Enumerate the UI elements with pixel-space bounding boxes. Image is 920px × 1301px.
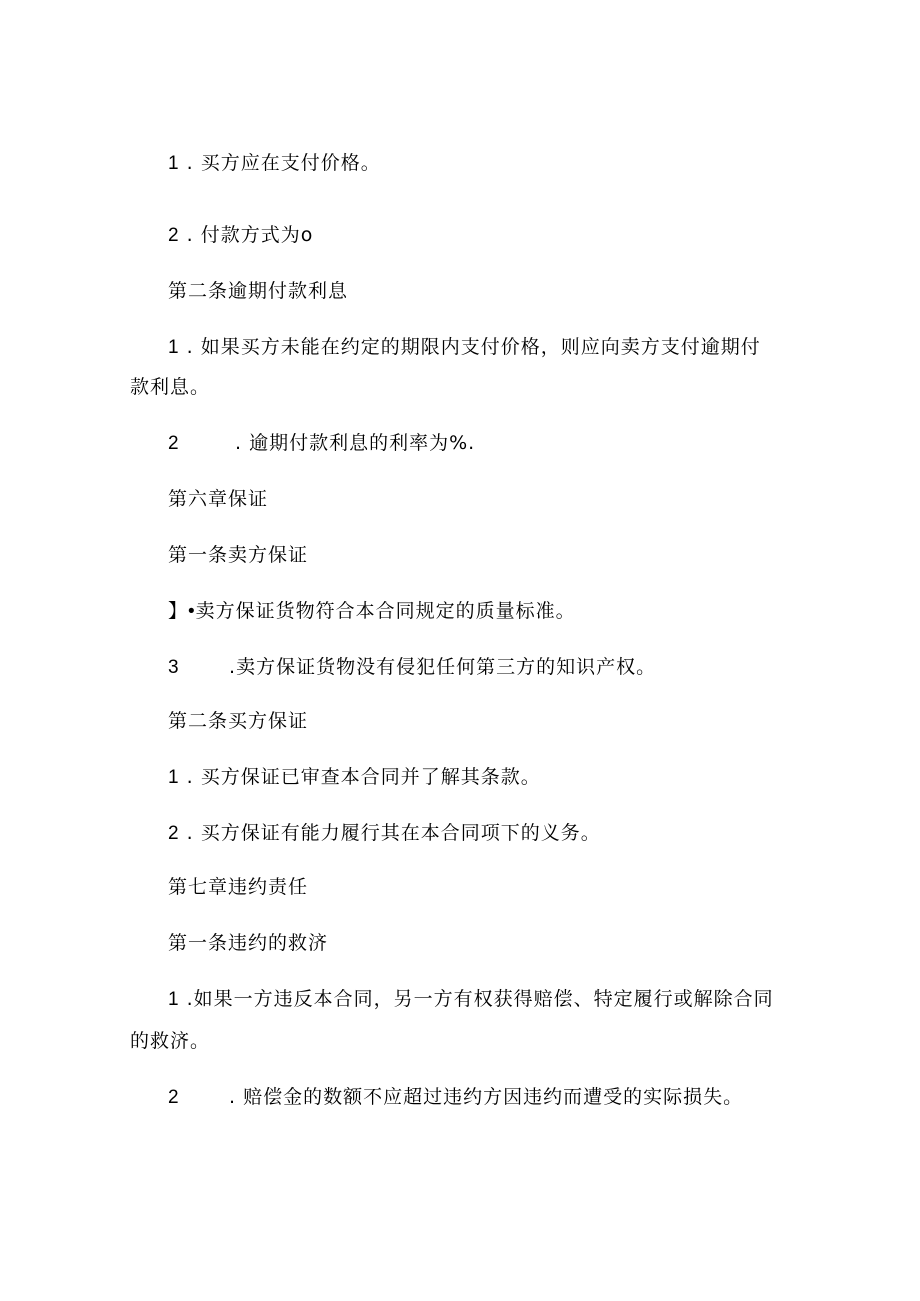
article-heading: 第一条违约的救济 [168,932,329,954]
item-text-continuation: 的救济。 [130,1030,211,1052]
item-number: 2 [168,823,180,844]
item-text: .卖方保证货物没有侵犯任何第三方的知识产权。 [229,656,657,678]
item-number: 2 [168,1087,180,1108]
item-number: 2 [168,225,180,246]
clause-item-1 [168,336,761,359]
item-number: 1 [168,989,180,1010]
clause-item-1 [168,766,541,789]
clause-item-1 [168,988,774,1011]
clause-item-1 [168,600,576,623]
article-heading: 第二条逾期付款利息 [168,280,349,302]
clause-item-2 [168,822,601,845]
clause-item-2 [168,432,475,455]
item-number: 2 [168,433,180,454]
item-text: . 买方保证已审查本合同并了解其条款。 [186,766,541,788]
item-text-continuation: 款利息。 [130,376,211,398]
item-number: 3 [168,657,180,678]
item-text: 卖方保证货物符合本合同规定的质量标准。 [195,600,576,622]
item-number: 】• [168,601,196,622]
item-text: .如果一方违反本合同，另一方有权获得赔偿、特定履行或解除合同 [186,988,774,1010]
item-number: 1 [168,337,180,358]
clause-item-1 [168,152,381,175]
item-text: . 赔偿金的数额不应超过违约方因违约而遭受的实际损失。 [229,1086,744,1108]
article-heading: 第一条卖方保证 [168,544,309,566]
article-heading: 第二条买方保证 [168,710,309,732]
item-text: . 买方应在支付价格。 [186,152,381,174]
clause-item-3 [168,656,656,679]
item-number: 1 [168,767,180,788]
clause-item-2 [168,1086,743,1109]
clause-item-2 [168,224,313,247]
item-text: . 逾期付款利息的利率为%. [235,432,476,454]
item-text: . 买方保证有能力履行其在本合同项下的义务。 [186,822,601,844]
item-number: 1 [168,153,180,174]
chapter-heading: 第七章违约责任 [168,876,309,898]
item-text: . 付款方式为o [186,224,314,246]
chapter-heading: 第六章保证 [168,488,269,510]
item-text: . 如果买方未能在约定的期限内支付价格，则应向卖方支付逾期付 [186,336,761,358]
